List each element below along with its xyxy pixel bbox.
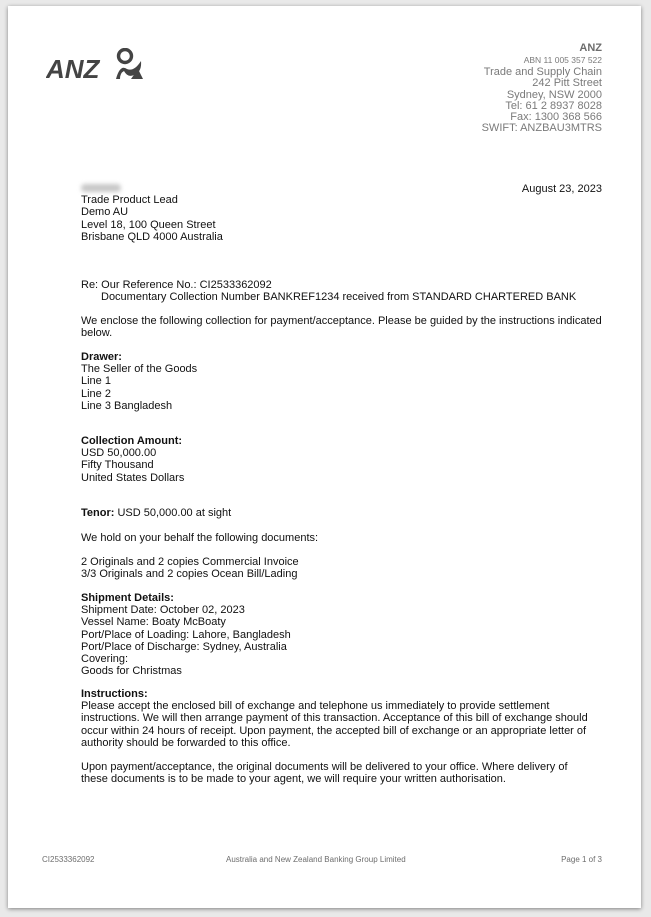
document-page	[8, 6, 641, 908]
shipment-details-block	[81, 592, 291, 677]
port-of-discharge: Port/Place of Discharge: Sydney, Australia	[81, 640, 287, 653]
recipient-block	[81, 182, 223, 243]
collection-amount-value: USD 50,000.00	[81, 447, 157, 460]
footer-company: Australia and New Zealand Banking Group Limited	[226, 855, 406, 864]
letter-date: August 23, 2023	[521, 183, 602, 195]
shipment-heading: Shipment Details:	[81, 592, 174, 604]
vessel-name: Vessel Name: Boaty McBoaty	[81, 616, 226, 629]
letterhead-city: Sydney, NSW 2000	[506, 88, 602, 101]
anz-logo	[46, 48, 146, 82]
tenor-label: Tenor:	[81, 507, 115, 519]
collection-amount-heading: Collection Amount:	[81, 435, 183, 447]
document-item: 2 Originals and 2 copies Commercial Invoice	[81, 556, 299, 568]
recipient-address-line-2: Brisbane QLD 4000 Australia	[81, 230, 223, 243]
drawer-line: Line 2	[81, 387, 111, 400]
port-of-loading: Port/Place of Loading: Lahore, Bangladesh	[81, 628, 291, 641]
drawer-line: Line 1	[81, 375, 111, 388]
letterhead-abn: ABN 11 005 357 522	[523, 55, 602, 66]
drawer-line: Line 3 Bangladesh	[81, 399, 173, 412]
letterhead-street: 242 Pitt Street	[532, 77, 602, 90]
redacted-recipient-name	[81, 184, 121, 192]
recipient-company: Demo AU	[81, 206, 129, 219]
letterhead-tel: Tel: 61 2 8937 8028	[505, 99, 602, 112]
drawer-block	[81, 351, 197, 412]
covering-label: Covering:	[81, 653, 129, 666]
documents-list	[81, 556, 299, 580]
intro-paragraph: We enclose the following collection for payment/acceptance. Please be guided by the instructions indicated below.	[81, 315, 602, 340]
documents-intro: We hold on your behalf the following documents:	[81, 532, 319, 544]
collection-amount-block	[81, 435, 184, 484]
instructions-paragraph-1: Please accept the enclosed bill of exchange and telephone us immediately to provide settlement instructions. We will then arrange payment of this transaction. Acceptance of this bill of exchange should occur within 24 hours of receipt. Upon payment, the accepted bill of exchange or an appropriate letter of authority should be forwarded to this office.	[81, 700, 588, 749]
drawer-heading: Drawer:	[81, 351, 122, 363]
recipient-address-line-1: Level 18, 100 Queen Street	[81, 218, 216, 231]
reference-block	[81, 279, 576, 303]
tenor-value: USD 50,000.00 at sight	[114, 507, 232, 519]
letterhead-division: Trade and Supply Chain	[483, 66, 602, 79]
footer-page-number: Page 1 of 3	[561, 855, 602, 864]
collection-amount-words: Fifty Thousand	[81, 459, 154, 472]
logo-wordmark: ANZ	[46, 54, 100, 82]
letterhead-bank-name: ANZ	[579, 42, 602, 54]
shipment-date: Shipment Date: October 02, 2023	[81, 604, 245, 617]
collection-amount-currency: United States Dollars	[81, 471, 185, 484]
reference-number: Re: Our Reference No.: CI2533362092	[81, 279, 272, 291]
instructions-block	[81, 688, 611, 749]
footer-reference: CI2533362092	[42, 855, 95, 864]
tenor-line	[81, 507, 231, 519]
instructions-heading: Instructions:	[81, 688, 148, 700]
logo-figure-head	[119, 50, 132, 63]
collection-reference: Documentary Collection Number BANKREF1234 received from STANDARD CHARTERED BANK	[101, 291, 577, 304]
letterhead-swift: SWIFT: ANZBAU3MTRS	[481, 122, 602, 135]
instructions-paragraph-2: Upon payment/acceptance, the original documents will be delivered to your office. Where delivery of these documents is to be made to your agent, we will require your written authorisation.	[81, 761, 568, 786]
document-item: 3/3 Originals and 2 copies Ocean Bill/Lading	[81, 568, 298, 581]
letterhead-fax: Fax: 1300 368 566	[510, 111, 602, 124]
recipient-title: Trade Product Lead	[81, 194, 178, 207]
drawer-line: The Seller of the Goods	[81, 363, 198, 376]
goods-description: Goods for Christmas	[81, 665, 182, 678]
letterhead-address	[482, 43, 602, 134]
